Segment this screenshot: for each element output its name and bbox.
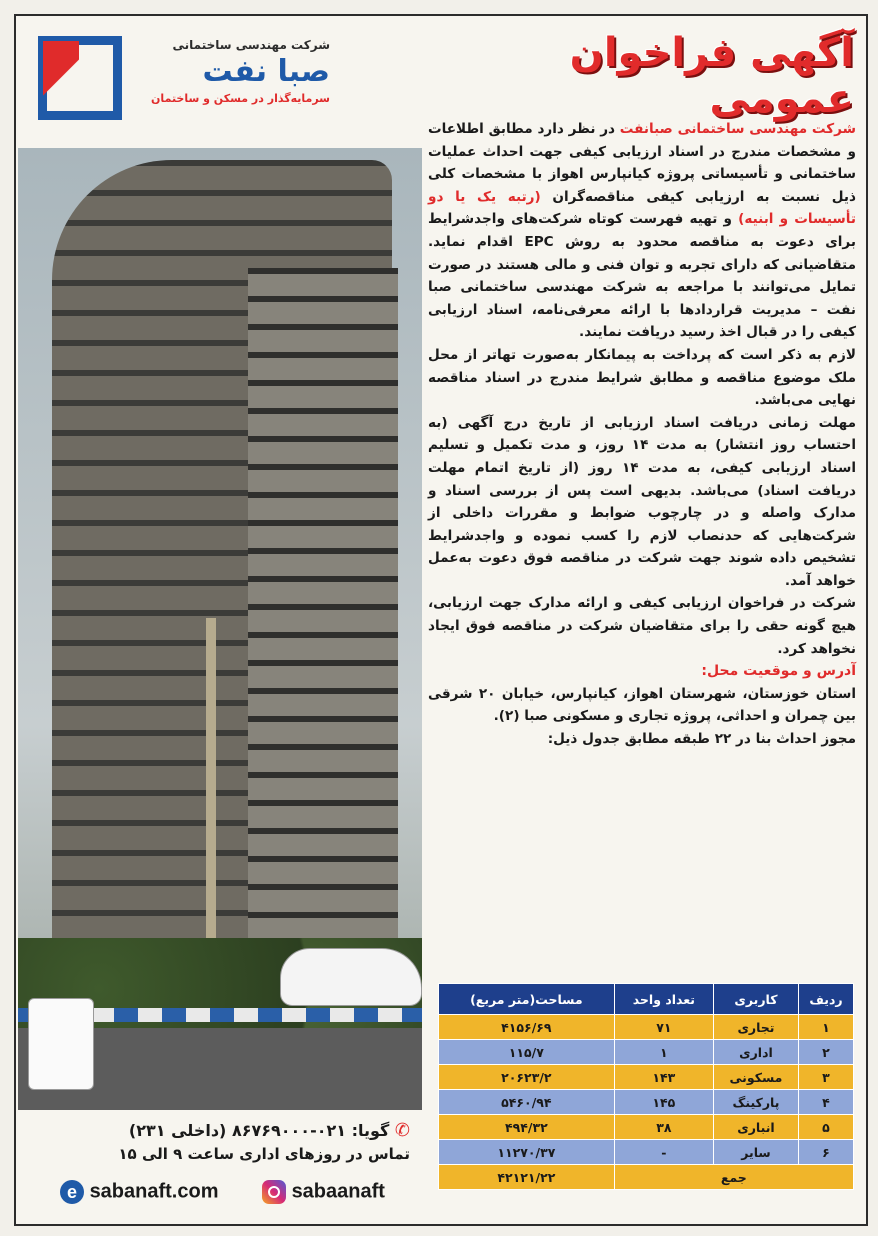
header-row-number: ردیف	[798, 984, 853, 1015]
header-usage: کاربری	[713, 984, 798, 1015]
table-row	[439, 1065, 854, 1090]
total-value: ۴۲۱۲۱/۲۲	[439, 1165, 615, 1190]
paragraph-2: لازم به ذکر است که پرداخت به پیمانکار به‌صورت تهاتر از محل ملک موضوع مناقصه و مطابق شرایط مندرج در اسناد مناقصه نهایی می‌باشد.	[428, 346, 856, 409]
paragraph-4: شرکت در فراخوان ارزیابی کیفی و ارائه مدارک جهت ارزیابی، هیچ گونه حقی را برای متقاضیان شرکت در مناقصه فوق ایجاد نخواهد کرد.	[428, 595, 856, 657]
website-text[interactable]: sabanaft.com	[89, 1180, 219, 1203]
logo-text	[130, 38, 330, 105]
phone-line	[40, 1120, 410, 1141]
table-header-row	[439, 984, 854, 1015]
total-label: جمع	[614, 1165, 853, 1190]
web-e-icon: e	[60, 1180, 84, 1204]
permit-text: مجوز احداث بنا در ۲۲ طبقه مطابق جدول ذیل:	[547, 731, 856, 748]
website-link[interactable]	[60, 1180, 219, 1204]
address-header: آدرس و موقعیت محل:	[701, 663, 856, 680]
cell-unit-count: ۷۱	[614, 1015, 713, 1040]
cell-row-number: ۴	[798, 1090, 853, 1115]
office-hours: تماس در روزهای اداری ساعت ۹ الی ۱۵	[118, 1145, 410, 1163]
units-table	[438, 983, 854, 1190]
header-unit-count: تعداد واحد	[614, 984, 713, 1015]
cell-usage: پارکینگ	[713, 1090, 798, 1115]
cell-unit-count: ۳۸	[614, 1115, 713, 1140]
instagram-text[interactable]: sabaanaft	[291, 1180, 385, 1203]
cell-area: ۴۹۴/۳۲	[439, 1115, 615, 1140]
cell-unit-count: ۱۴۵	[614, 1090, 713, 1115]
instagram-icon	[262, 1180, 286, 1204]
paragraph-3	[428, 412, 856, 593]
logo-line2: سرمایه‌گذار در مسکن و ساختمان	[151, 92, 330, 105]
ad-body	[428, 118, 856, 751]
building-photo	[18, 148, 422, 1110]
paragraph-1-part-a: در نظر دارد مطابق اطلاعات و مشخصات مندرج در اسناد ارزیابی کیفی جهت احداث عملیات ساختمانی و تأسیساتی پروژه کیانپارس اهواز با مشخصات کلی ذیل نسبت به ارزیابی کیفی مناقصه‌گران	[428, 121, 856, 205]
cell-area: ۴۱۵۶/۶۹	[439, 1015, 615, 1040]
ad-title: آگهی فراخوان عمومی	[569, 30, 854, 122]
logo-brand: صبا نفت	[202, 54, 330, 89]
cell-usage: سایر	[713, 1140, 798, 1165]
paragraph-3-part-c: ، و مدت تکمیل و تسلیم اسناد ارزیابی کیفی، به مدت ۱۴ روز (از تاریخ اتمام مهلت دریافت اسناد) می‌باشد. بدیهی است پس از بررسی اسناد و مدارک واصله و در چارچوب ضوابط و مقررات داخلی از شرکت‌هایی که حدنصاب لازم را کسب نموده و واجدشرایط تشخیص داده شوند جهت شرکت در مناقصه فوق دعوت به‌عمل خواهد آمد.	[428, 437, 856, 589]
cell-usage: انباری	[713, 1115, 798, 1140]
utility-pole-image	[206, 618, 216, 978]
table-total-row	[439, 1165, 854, 1190]
table-row	[439, 1090, 854, 1115]
company-logo	[30, 30, 330, 140]
paragraph-3-part-a: مهلت زمانی دریافت اسناد ارزیابی از تاریخ درج آگهی (به احتساب روز انتشار)	[428, 414, 856, 454]
cell-unit-count: ۱	[614, 1040, 713, 1065]
cell-unit-count: -	[614, 1140, 713, 1165]
phone-icon: ✆	[394, 1120, 410, 1141]
contact-block	[40, 1120, 410, 1163]
cell-row-number: ۱	[798, 1015, 853, 1040]
cell-area: ۱۱۵/۷	[439, 1040, 615, 1065]
cell-row-number: ۳	[798, 1065, 853, 1090]
cell-unit-count: ۱۴۳	[614, 1065, 713, 1090]
instagram-link[interactable]	[262, 1180, 385, 1204]
cell-row-number: ۲	[798, 1040, 853, 1065]
company-name: شرکت مهندسی ساختمانی صبانفت	[619, 121, 856, 137]
cell-row-number: ۶	[798, 1140, 853, 1165]
table-row	[439, 1140, 854, 1165]
cell-area: ۵۴۶۰/۹۴	[439, 1090, 615, 1115]
table-row	[439, 1015, 854, 1040]
cell-usage: مسکونی	[713, 1065, 798, 1090]
deadline-highlight: به مدت ۱۴ روز	[599, 437, 708, 454]
paragraph-1	[428, 118, 856, 344]
table-row	[439, 1115, 854, 1140]
cell-area: ۱۱۲۷۰/۳۷	[439, 1140, 615, 1165]
logo-mark-icon	[38, 36, 122, 120]
cell-usage: اداری	[713, 1040, 798, 1065]
cell-row-number: ۵	[798, 1115, 853, 1140]
cell-usage: تجاری	[713, 1015, 798, 1040]
phone-text[interactable]: گویا: ۰۲۱-۸۶۷۶۹۰۰۰ (داخلی ۲۳۱)	[128, 1121, 390, 1140]
header-area: مساحت(متر مربع)	[439, 984, 615, 1015]
paragraph-1-part-b: و تهیه فهرست کوتاه شرکت‌های واجدشرایط برای دعوت به مناقصه محدود به روش EPC اقدام نماید. متقاضیانی که دارای تجربه و توان فنی و مالی هستند در صورت تمایل می‌توانند با مراجعه به شرکت مهندسی ساختمانی صبا نفت – مدیریت قراردادها با ارائه معرفی‌نامه، اسناد ارزیابی کیفی را در قبال اخذ رسید دریافت نمایند.	[428, 211, 856, 341]
logo-line1: شرکت مهندسی ساختمانی	[172, 38, 330, 52]
car-left-image	[28, 998, 94, 1090]
address-text: استان خوزستان، شهرستان اهواز، کیانپارس، خیابان ۲۰ شرقی بین چمران و احداثی، پروژه تجاری و مسکونی صبا (۲).	[428, 685, 856, 725]
cell-area: ۲۰۶۲۳/۲	[439, 1065, 615, 1090]
table-row	[439, 1040, 854, 1065]
rank-requirement: (رتبه یک یا دو تأسیسات و ابنیه)	[428, 188, 856, 228]
tower-side-image	[248, 268, 398, 988]
car-image	[280, 948, 422, 1006]
